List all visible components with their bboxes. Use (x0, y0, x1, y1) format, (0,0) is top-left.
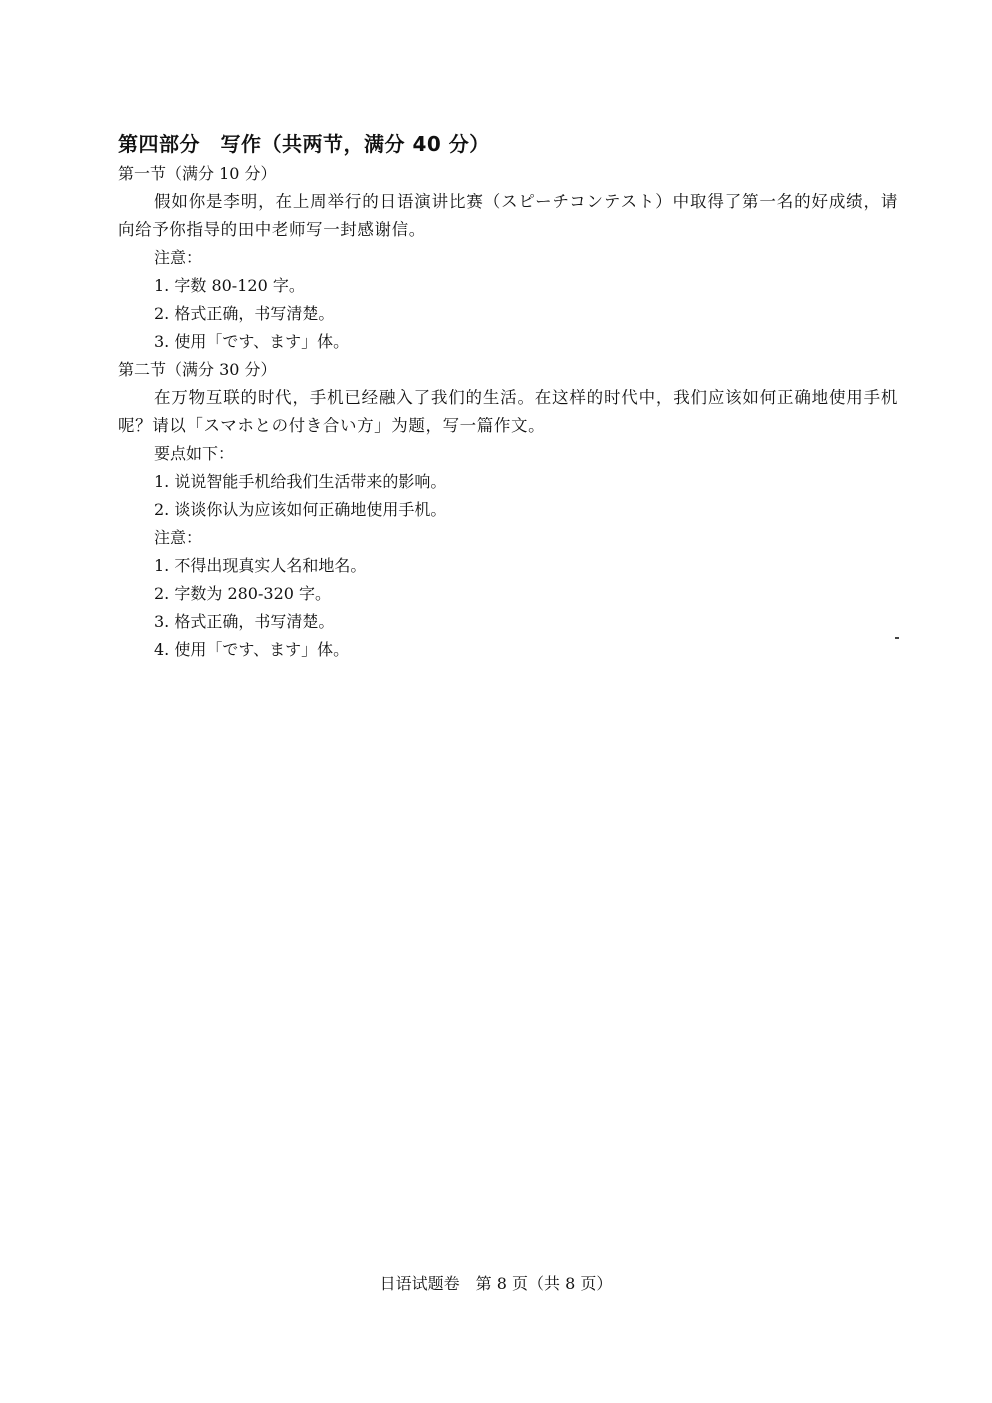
section1-note: 3. 使用「です、ます」体。 (154, 332, 350, 351)
section2-title: 第二节（满分 30 分） (118, 360, 277, 379)
section1-note: 2. 格式正确，书写清楚。 (154, 304, 335, 323)
section1-notes-label: 注意： (154, 248, 203, 267)
section2-note: 2. 字数为 280-320 字。 (154, 584, 332, 603)
section1-title: 第一节（满分 10 分） (118, 164, 277, 183)
section2-prompt: 在万物互联的时代，手机已经融入了我们的生活。在这样的时代中，我们应该如何正确地使用手机呢？请以「スマホとの付き合い方」为题，写一篇作文。 (118, 388, 898, 435)
part-title: 第四部分 写作（共两节，满分 40 分） (118, 132, 490, 156)
section2-notes-label: 注意： (154, 528, 203, 547)
section1-note: 1. 字数 80-120 字。 (154, 276, 305, 295)
section1-prompt: 假如你是李明，在上周举行的日语演讲比赛（スピーチコンテスト）中取得了第一名的好成绩，请向给予你指导的田中老师写一封感谢信。 (118, 192, 898, 239)
section2-point: 1. 说说智能手机给我们生活带来的影响。 (154, 472, 447, 491)
section2-note: 1. 不得出现真实人名和地名。 (154, 556, 367, 575)
section2-note: 4. 使用「です、ます」体。 (154, 640, 350, 659)
scan-speck (895, 637, 899, 639)
section2-note: 3. 格式正确，书写清楚。 (154, 612, 335, 631)
section2-points-label: 要点如下： (154, 444, 235, 463)
writing-section (118, 128, 898, 664)
section2-point: 2. 谈谈你认为应该如何正确地使用手机。 (154, 500, 447, 519)
page-footer: 日语试题卷 第 8 页（共 8 页） (379, 1274, 613, 1293)
